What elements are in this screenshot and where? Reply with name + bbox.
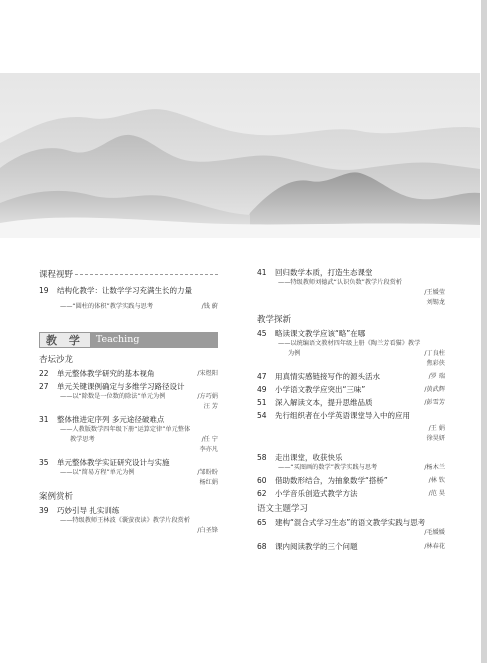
toc-entry-65[interactable]: 65 建构“混合式学习生态”的语文教学实践与思考 bbox=[257, 518, 426, 527]
toc-subtitle: ——特级教师刘德武“认识负数”教学片段赏析 bbox=[278, 279, 402, 286]
section-heading-theme: 语文主题学习 bbox=[257, 504, 309, 514]
section-heading-course-vision: 课程视野 bbox=[39, 268, 218, 280]
toc-entry-54[interactable]: 54 先行组织者在小学英语课堂导入中的应用 bbox=[257, 411, 410, 420]
toc-subtitle-cont: 教学思考 /任 宁 bbox=[70, 436, 218, 443]
teaching-section-banner: 教 学 Teaching bbox=[39, 332, 218, 348]
toc-entry-68[interactable]: 68 课内阅读教学的三个问题 /林春花 bbox=[257, 542, 445, 551]
toc-subtitle: ——以统编语文教材四年级上册《陶兰芳看猫》教学 bbox=[278, 340, 421, 347]
section-heading-case: 案例赏析 bbox=[39, 492, 74, 502]
author: 杨红娟 bbox=[199, 479, 218, 486]
section-heading-explore: 教学探新 bbox=[257, 315, 292, 325]
author: /白圣锋 bbox=[197, 527, 218, 534]
toc-entry-60[interactable]: 60 借助数形结合，为抽象数学“搭桥” /林 钦 bbox=[257, 476, 445, 485]
toc-subtitle: ——以“简易方程”单元为例 /邹盼盼 bbox=[60, 469, 218, 476]
toc-entry-19[interactable]: 19 结构化教学：让数学学习充满生长的力量 bbox=[39, 286, 192, 295]
toc-entry-22[interactable]: 22 单元整体教学研究的基本视角 /宋煜阳 bbox=[39, 369, 218, 378]
author: 徐昊妍 bbox=[426, 435, 445, 442]
toc-subtitle: ——特级教师王林波《囊萤夜读》教学片段赏析 bbox=[60, 517, 190, 524]
toc-entry-31[interactable]: 31 整体推进定序列 多元途径破难点 bbox=[39, 415, 165, 424]
author: /钱 蔚 bbox=[201, 303, 218, 310]
toc-subtitle-cont: 为例 /丁良柱 bbox=[288, 350, 445, 357]
section-heading-salon: 杏坛沙龙 bbox=[39, 355, 74, 365]
toc-entry-45[interactable]: 45 略读课文教学应该“略”在哪 bbox=[257, 329, 366, 338]
toc-subtitle: ——人教版数学四年级下册“运算定律”单元整体 bbox=[60, 426, 191, 433]
toc-entry-41[interactable]: 41 回归数学本质，打造生态课堂 bbox=[257, 268, 373, 277]
author: 焦彩侠 bbox=[426, 360, 445, 367]
toc-entry-35[interactable]: 35 单元整体教学实证研究设计与实施 bbox=[39, 458, 170, 467]
toc-entry-47[interactable]: 47 用真情实感链接写作的源头活水 /罗 瑞 bbox=[257, 372, 445, 381]
toc-entry-39[interactable]: 39 巧妙引导 扎实训练 bbox=[39, 506, 120, 515]
toc-entry-51[interactable]: 51 深入解读文本，提升思维品质 /彭雪芳 bbox=[257, 398, 445, 407]
author: 刘锡龙 bbox=[426, 299, 445, 306]
author: /王媛莹 bbox=[424, 289, 445, 296]
author: /毛媛媛 bbox=[424, 529, 445, 536]
toc-subtitle: ——“买图画的数学”教学实践与思考 /杨木兰 bbox=[278, 464, 445, 471]
author: 李亦凡 bbox=[199, 446, 218, 453]
toc-subtitle: ——以“除数是一位数的除法”单元为例 /方巧娟 bbox=[60, 393, 218, 400]
toc-entry-49[interactable]: 49 小学语文教学应突出“三味” /黄武辉 bbox=[257, 385, 445, 394]
right-column bbox=[257, 268, 445, 552]
page-edge-shadow bbox=[481, 0, 487, 663]
toc-entry-62[interactable]: 62 小学音乐创造式教学方法 /范 昊 bbox=[257, 489, 445, 498]
ink-landscape-banner bbox=[0, 73, 480, 238]
left-column bbox=[39, 268, 218, 536]
toc-subtitle: ——“圆柱的体积”教学实践与思考 /钱 蔚 bbox=[60, 303, 218, 310]
toc-entry-27[interactable]: 27 单元关键课例确定与多维学习路径设计 bbox=[39, 382, 185, 391]
author: 汪 芳 bbox=[203, 403, 218, 410]
author: /王 娟 bbox=[428, 425, 445, 432]
toc-entry-58[interactable]: 58 走出课堂，收获快乐 bbox=[257, 453, 343, 462]
